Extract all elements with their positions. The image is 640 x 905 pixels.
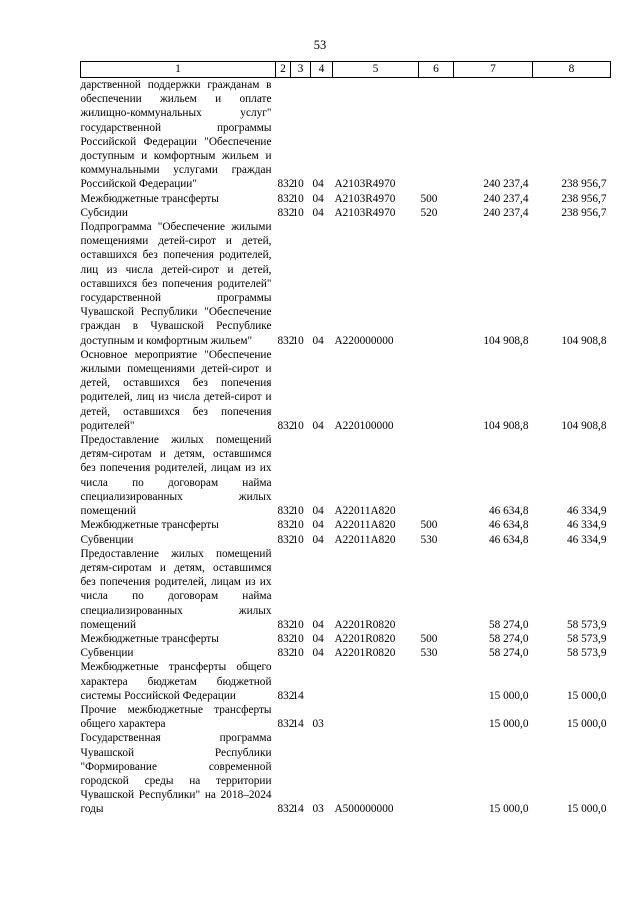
amount-year-1: 15 000,0 — [488, 803, 529, 816]
row-name: Основное мероприятие "Обеспечение жилыми помещениями детей-сирот и детей, оставшихся без попечения родителей, лиц из числа детей-сирот и детей, оставшихся без попечения родителей" — [80, 348, 272, 432]
amount-year-1: 15 000,0 — [488, 689, 529, 702]
admin-code: 832 — [277, 803, 295, 816]
target-article-code: A220000000 — [334, 334, 394, 347]
header-cell: 1 — [81, 62, 276, 78]
amount-year-2: 46 334,9 — [566, 519, 607, 532]
section-code: 10 — [292, 647, 304, 660]
expense-type-code — [419, 703, 454, 731]
amount-year-2: 58 573,9 — [566, 632, 607, 645]
amount-year-1: 104 908,8 — [483, 419, 529, 432]
expense-type-code — [419, 547, 454, 632]
page-number: 53 — [313, 38, 327, 52]
subsection-code: 04 — [312, 632, 324, 645]
amount-year-1: 46 634,8 — [488, 505, 529, 518]
amount-year-1: 58 274,0 — [488, 618, 529, 631]
table-row — [81, 518, 611, 532]
header-cell: 5 — [333, 62, 419, 78]
section-code: 10 — [292, 632, 304, 645]
table-row — [81, 192, 611, 206]
amount-year-2: 238 956,7 — [561, 178, 607, 191]
expense-type-code: 500 — [420, 192, 438, 205]
expense-type-code: 500 — [420, 632, 438, 645]
row-name: Предоставление жилых помещений детям-сиротам и детям, оставшимся без попечения родителей, лицам из их числа по договорам найма специализированных жилых помещений — [80, 434, 272, 518]
table-row — [81, 78, 611, 192]
header-row — [81, 62, 611, 78]
amount-year-2: 104 908,8 — [561, 419, 607, 432]
target-article-code — [333, 703, 419, 731]
subsection-code: 04 — [312, 206, 324, 219]
amount-year-2: 46 334,9 — [566, 533, 607, 546]
target-article-code: A22011A820 — [334, 505, 396, 518]
header-cell: 8 — [533, 62, 611, 78]
row-name: Предоставление жилых помещений детям-сиротам и детям, оставшимся без попечения родителей, лицам из их числа по договорам найма специализированных жилых помещений — [80, 547, 272, 631]
admin-code: 832 — [277, 419, 295, 432]
amount-year-2: 238 956,7 — [561, 192, 607, 205]
target-article-code — [333, 660, 419, 703]
amount-year-2: 104 908,8 — [561, 334, 607, 347]
section-code: 10 — [292, 178, 304, 191]
target-article-code: A2103R4970 — [334, 206, 396, 219]
admin-code: 832 — [277, 647, 295, 660]
amount-year-2: 15 000,0 — [566, 689, 607, 702]
amount-year-1: 240 237,4 — [483, 206, 529, 219]
admin-code: 832 — [277, 689, 295, 702]
section-code: 10 — [292, 505, 304, 518]
expense-type-code: 530 — [420, 647, 438, 660]
header-cell: 7 — [454, 62, 533, 78]
section-code: 14 — [292, 803, 304, 816]
budget-table — [80, 61, 611, 817]
header-cell: 6 — [419, 62, 454, 78]
target-article-code: A500000000 — [334, 803, 394, 816]
expense-type-code: 500 — [420, 519, 438, 532]
table-row — [81, 206, 611, 220]
target-article-code: A2103R4970 — [334, 192, 396, 205]
admin-code: 832 — [277, 533, 295, 546]
admin-code: 832 — [277, 519, 295, 532]
subsection-code: 04 — [312, 519, 324, 532]
section-code: 14 — [292, 718, 304, 731]
header-cell: 2 — [276, 62, 291, 78]
amount-year-1: 240 237,4 — [483, 192, 529, 205]
section-code: 10 — [292, 206, 304, 219]
amount-year-1: 240 237,4 — [483, 178, 529, 191]
amount-year-2: 58 573,9 — [566, 618, 607, 631]
expense-type-code — [419, 660, 454, 703]
amount-year-1: 58 274,0 — [488, 632, 529, 645]
row-name: Межбюджетные трансферты общего характера бюджетам бюджетной системы Российской Федерации — [80, 661, 272, 702]
section-code: 10 — [292, 334, 304, 347]
subsection-code: 04 — [312, 505, 324, 518]
amount-year-1: 46 634,8 — [488, 533, 529, 546]
expense-type-code — [419, 220, 454, 348]
admin-code: 832 — [277, 632, 295, 645]
amount-year-1: 58 274,0 — [488, 647, 529, 660]
target-article-code: A2201R0820 — [334, 632, 396, 645]
amount-year-1: 104 908,8 — [483, 334, 529, 347]
row-name: Субвенции — [80, 647, 134, 660]
row-name: Межбюджетные трансферты — [80, 519, 219, 532]
table-row — [81, 533, 611, 547]
expense-type-code: 520 — [420, 206, 438, 219]
expense-type-code — [419, 731, 454, 816]
section-code: 10 — [292, 533, 304, 546]
row-name: Межбюджетные трансферты — [80, 192, 219, 205]
table-row — [81, 632, 611, 646]
section-code: 10 — [292, 618, 304, 631]
row-name: Подпрограмма "Обеспечение жилыми помещениями детей-сирот и детей, оставшихся без попечения родителей, лиц из числа детей-сирот и детей, оставшихся без попечения родителей" государственной программы Чувашской Республики "Обеспечение граждан в Чувашской Республике доступным и комфортным жильем" — [80, 221, 272, 347]
table-row — [81, 547, 611, 632]
table-row — [81, 731, 611, 816]
section-code: 14 — [292, 689, 304, 702]
header-cell: 3 — [291, 62, 311, 78]
section-code: 10 — [292, 519, 304, 532]
subsection-code: 04 — [312, 192, 324, 205]
header-cell: 4 — [311, 62, 333, 78]
admin-code: 832 — [277, 618, 295, 631]
admin-code: 832 — [277, 334, 295, 347]
target-article-code: A22011A820 — [334, 519, 396, 532]
target-article-code: A2103R4970 — [334, 178, 396, 191]
amount-year-2: 238 956,7 — [561, 206, 607, 219]
subsection-code: 03 — [312, 718, 324, 731]
subsection-code: 04 — [312, 419, 324, 432]
subsection-code: 04 — [312, 178, 324, 191]
subsection-code: 04 — [312, 334, 324, 347]
admin-code: 832 — [277, 505, 295, 518]
target-article-code: A220100000 — [334, 419, 394, 432]
table-row — [81, 703, 611, 731]
row-name: Государственная программа Чувашской Республики "Формирование современной городской среды на территории Чувашской Республики" на 2018–2024 годы — [80, 732, 272, 816]
row-name: Субвенции — [80, 533, 134, 546]
row-name: Субсидии — [80, 206, 128, 219]
amount-year-1: 15 000,0 — [488, 718, 529, 731]
subsection-code: 04 — [312, 618, 324, 631]
table-row — [81, 220, 611, 348]
row-name: дарственной поддержки гражданам в обеспечении жильем и оплате жилищно-коммунальных услуг" государственной программы Российской Федерации "Обеспечение доступным и комфортным жильем и коммунальными услугами граждан Российской Федерации" — [80, 79, 272, 191]
section-code: 10 — [292, 419, 304, 432]
table-row — [81, 433, 611, 518]
row-name: Межбюджетные трансферты — [80, 632, 219, 645]
expense-type-code — [419, 433, 454, 518]
expense-type-code: 530 — [420, 533, 438, 546]
subsection-code: 04 — [312, 647, 324, 660]
target-article-code: A2201R0820 — [334, 647, 396, 660]
target-article-code: A22011A820 — [334, 533, 396, 546]
table-row — [81, 660, 611, 703]
expense-type-code — [419, 78, 454, 192]
amount-year-2: 58 573,9 — [566, 647, 607, 660]
amount-year-2: 15 000,0 — [566, 718, 607, 731]
amount-year-2: 46 334,9 — [566, 505, 607, 518]
subsection-code — [311, 660, 333, 703]
table-row — [81, 646, 611, 660]
admin-code: 832 — [277, 192, 295, 205]
admin-code: 832 — [277, 206, 295, 219]
subsection-code: 03 — [312, 803, 324, 816]
target-article-code: A2201R0820 — [334, 618, 396, 631]
expense-type-code — [419, 348, 454, 433]
admin-code: 832 — [277, 718, 295, 731]
subsection-code: 04 — [312, 533, 324, 546]
table-row — [81, 348, 611, 433]
amount-year-1: 46 634,8 — [488, 519, 529, 532]
section-code: 10 — [292, 192, 304, 205]
row-name: Прочие межбюджетные трансферты общего характера — [80, 703, 272, 731]
amount-year-2: 15 000,0 — [566, 803, 607, 816]
admin-code: 832 — [277, 178, 295, 191]
